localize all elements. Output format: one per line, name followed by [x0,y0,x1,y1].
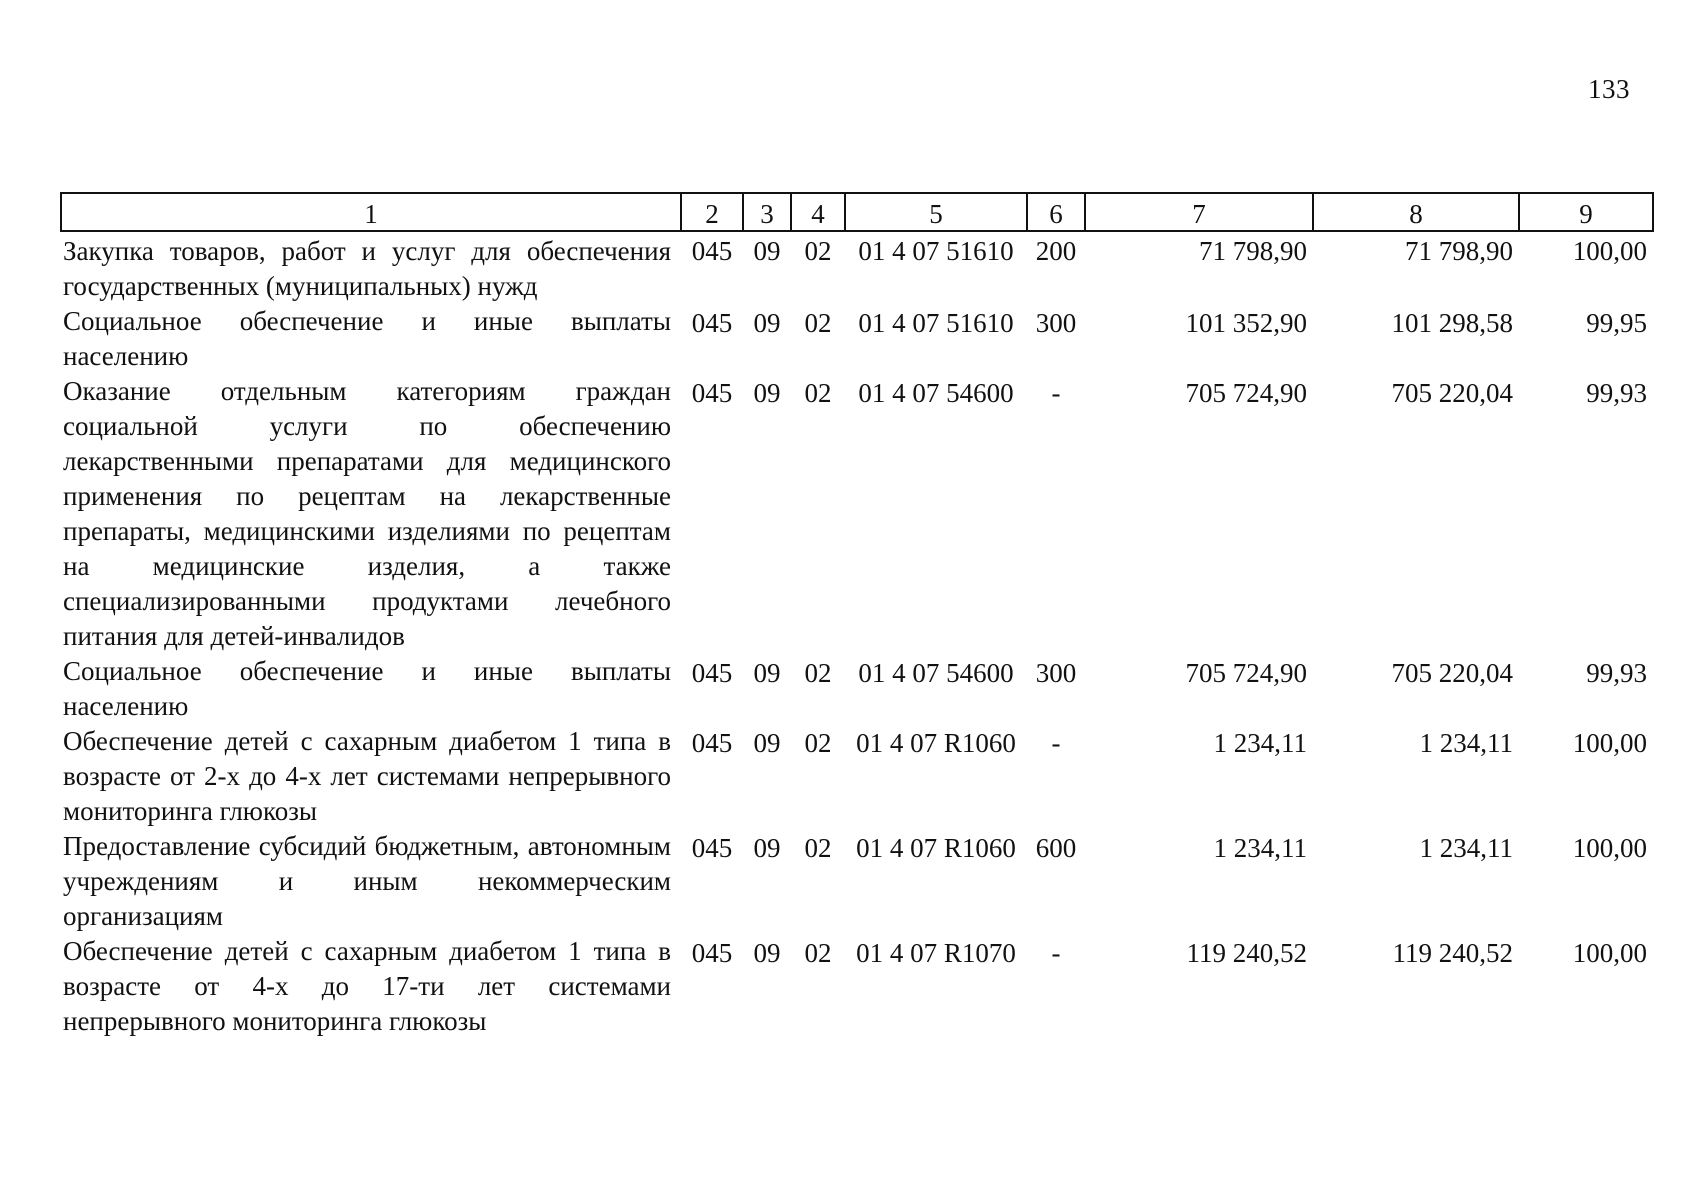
table-header [61,193,1653,231]
row-name: Предоставление субсидий бюджетным, автономным учреждениям и иным некоммерческим организациям [63,831,671,931]
header-col-7: 7 [1085,193,1313,231]
row-percent: 100,00 [1572,728,1647,758]
row-ministry: 045 [691,728,733,758]
row-section: 09 [753,378,781,408]
row-ministry: 045 [691,658,733,688]
row-subsection: 02 [804,833,832,863]
row-percent: 99,93 [1586,658,1647,688]
row-section: 09 [753,236,781,266]
row-percent: 100,00 [1572,833,1647,863]
row-target-article: 01 4 07 R1070 [856,938,1016,968]
row-percent: 100,00 [1572,938,1647,968]
table-row [61,829,1653,934]
row-ministry: 045 [691,308,733,338]
row-executed: 71 798,90 [1405,236,1513,266]
row-section: 09 [753,938,781,968]
row-executed: 1 234,11 [1419,728,1513,758]
row-target-article: 01 4 07 54600 [858,658,1014,688]
row-planned: 705 724,90 [1185,378,1307,408]
header-row [61,193,1653,231]
row-expense-type: 600 [1035,833,1077,863]
row-ministry: 045 [691,938,733,968]
row-name: Социальное обеспечение и иные выплаты населению [63,306,671,371]
row-section: 09 [753,308,781,338]
row-name: Оказание отдельным категориям граждан социальной услуги по обеспечению лекарственными препаратами для медицинского применения по рецептам на лекарственные препараты, медицинскими изделиями по рецептам на медицинские изделия, а также специализированными продуктами лечебного питания для детей-инвалидов [63,376,671,651]
header-col-8: 8 [1313,193,1519,231]
row-expense-type: 300 [1035,308,1077,338]
row-name: Обеспечение детей с сахарным диабетом 1 типа в возрасте от 2-х до 4-х лет системами непрерывного мониторинга глюкозы [63,726,671,826]
row-planned: 1 234,11 [1213,728,1307,758]
row-target-article: 01 4 07 54600 [858,378,1014,408]
row-executed: 119 240,52 [1392,938,1513,968]
header-col-6: 6 [1027,193,1085,231]
row-planned: 119 240,52 [1186,938,1307,968]
row-subsection: 02 [804,308,832,338]
row-name: Обеспечение детей с сахарным диабетом 1 типа в возрасте от 4-х до 17-ти лет системами непрерывного мониторинга глюкозы [63,936,671,1036]
row-planned: 705 724,90 [1185,658,1307,688]
table-row [61,934,1653,1039]
header-col-5: 5 [845,193,1027,231]
row-expense-type: 300 [1035,658,1077,688]
page-number: 133 [1588,74,1630,104]
row-target-article: 01 4 07 R1060 [856,833,1016,863]
row-executed: 1 234,11 [1419,833,1513,863]
row-percent: 99,95 [1586,308,1647,338]
row-target-article: 01 4 07 R1060 [856,728,1016,758]
row-section: 09 [753,833,781,863]
row-executed: 705 220,04 [1391,378,1513,408]
row-executed: 101 298,58 [1391,308,1513,338]
budget-table [60,192,1654,1039]
header-col-1: 1 [61,193,681,231]
row-name: Закупка товаров, работ и услуг для обеспечения государственных (муниципальных) нужд [63,236,671,301]
header-col-4: 4 [791,193,845,231]
row-target-article: 01 4 07 51610 [858,236,1014,266]
row-expense-type: - [1051,938,1061,968]
row-target-article: 01 4 07 51610 [858,308,1014,338]
row-expense-type: 200 [1035,236,1077,266]
row-ministry: 045 [691,236,733,266]
table-row [61,654,1653,724]
row-subsection: 02 [804,938,832,968]
header-col-3: 3 [743,193,791,231]
table-row [61,724,1653,829]
row-ministry: 045 [691,378,733,408]
row-expense-type: - [1051,378,1061,408]
row-expense-type: - [1051,728,1061,758]
row-name: Социальное обеспечение и иные выплаты населению [63,656,671,721]
row-section: 09 [753,658,781,688]
row-subsection: 02 [804,236,832,266]
row-subsection: 02 [804,728,832,758]
table-body [61,231,1653,1039]
row-subsection: 02 [804,378,832,408]
table-row [61,231,1653,304]
row-subsection: 02 [804,658,832,688]
row-executed: 705 220,04 [1391,658,1513,688]
row-planned: 71 798,90 [1199,236,1307,266]
table-row [61,304,1653,374]
row-planned: 1 234,11 [1213,833,1307,863]
row-planned: 101 352,90 [1185,308,1307,338]
row-percent: 99,93 [1586,378,1647,408]
table-row [61,374,1653,654]
row-percent: 100,00 [1572,236,1647,266]
row-ministry: 045 [691,833,733,863]
header-col-9: 9 [1519,193,1653,231]
header-col-2: 2 [681,193,743,231]
row-section: 09 [753,728,781,758]
